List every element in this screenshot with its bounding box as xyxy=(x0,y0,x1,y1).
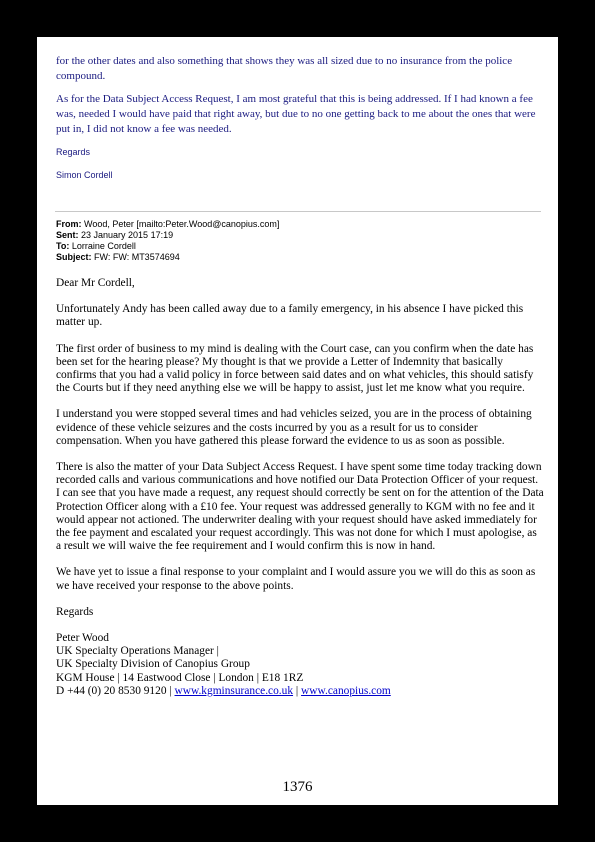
signature-name: Peter Wood xyxy=(56,632,109,645)
reply-closing: Regards xyxy=(56,147,91,157)
email-divider xyxy=(55,211,541,212)
to-line xyxy=(56,241,544,252)
kgm-website-link[interactable]: www.kgminsurance.co.uk xyxy=(174,684,294,697)
sent-label: Sent: xyxy=(56,230,79,240)
signature-phone: D +44 (0) 20 8530 9120 | xyxy=(56,684,172,697)
reply-paragraph-2: As for the Data Subject Access Request, I am most grateful that this is being addressed. If I had known a fee was, needed I would have paid that right away, but due to no one getting back to me about the ones that were put in, I did not know a fee was needed. xyxy=(56,93,536,135)
body-closing: Regards xyxy=(56,605,94,618)
to-value: Lorraine Cordell xyxy=(71,241,136,251)
email-body xyxy=(56,277,544,698)
signature-division: UK Specialty Division of Canopius Group xyxy=(56,658,250,671)
greeting: Dear Mr Cordell, xyxy=(56,277,135,289)
body-paragraph: There is also the matter of your Data Subject Access Request. I have spent some time today tracking down recorded calls and various communications and hove notified our Data Protection Officer of your request. I can see that you have made a request, any request should correctly be sent on for the attention of the Data Protection Officer along with a £10 fee. Your request was addressed generally to KGM with no fee and it would appear not actioned. The underwriter dealing with your request should have asked immediately for the fee payment and escalated your request accordingly. This was not done for which I must apologise, as a result we will waive the fee requirement and I would confirm this is now in hand. xyxy=(56,461,544,553)
from-label: From: xyxy=(56,219,82,229)
email-signature xyxy=(56,632,544,698)
sent-value: 23 January 2015 17:19 xyxy=(81,230,174,240)
subject-line xyxy=(56,252,544,263)
subject-value: FW: FW: MT3574694 xyxy=(94,252,180,262)
subject-label: Subject: xyxy=(56,252,92,262)
reply-signature: Simon Cordell xyxy=(56,170,113,180)
body-paragraph: I understand you were stopped several times and had vehicles seized, you are in the process of obtaining evidence of these vehicle seizures and the costs incurred by you as a result for us to consider compensation. When you have gathered this please forward the evidence to us as soon as possible. xyxy=(56,408,532,447)
from-value: Wood, Peter [mailto:Peter.Wood@canopius.com] xyxy=(84,219,280,229)
reply-section xyxy=(56,54,544,181)
signature-title: UK Specialty Operations Manager | xyxy=(56,645,219,658)
from-line xyxy=(56,219,544,230)
sent-line xyxy=(56,230,544,241)
email-header xyxy=(56,219,544,263)
signature-address: KGM House | 14 Eastwood Close | London | E18 1RZ xyxy=(56,671,304,684)
body-paragraph: We have yet to issue a final response to your complaint and I would assure you we will do this as soon as we have received your response to the above points. xyxy=(56,566,536,592)
page-number: 1376 xyxy=(282,779,313,795)
body-paragraph: The first order of business to my mind is dealing with the Court case, can you confirm when the date has been set for the hearing please? My thought is that we provide a Letter of Indemnity that basically confirms that you had a valid policy in force between said dates and on what vehicles, this should satisfy the Courts but if they need anything else we will be happy to assist, just let me know what you require. xyxy=(56,342,534,395)
signature-contact-line xyxy=(56,685,544,698)
reply-paragraph-1: for the other dates and also something that shows they was all sized due to no insurance from the police compound. xyxy=(56,55,513,82)
body-paragraph: Unfortunately Andy has been called away due to a family emergency, in his absence I have picked this matter up. xyxy=(56,303,524,329)
link-separator: | xyxy=(295,684,299,697)
to-label: To: xyxy=(56,241,70,251)
document-page xyxy=(37,37,558,805)
canopius-website-link[interactable]: www.canopius.com xyxy=(301,684,391,697)
